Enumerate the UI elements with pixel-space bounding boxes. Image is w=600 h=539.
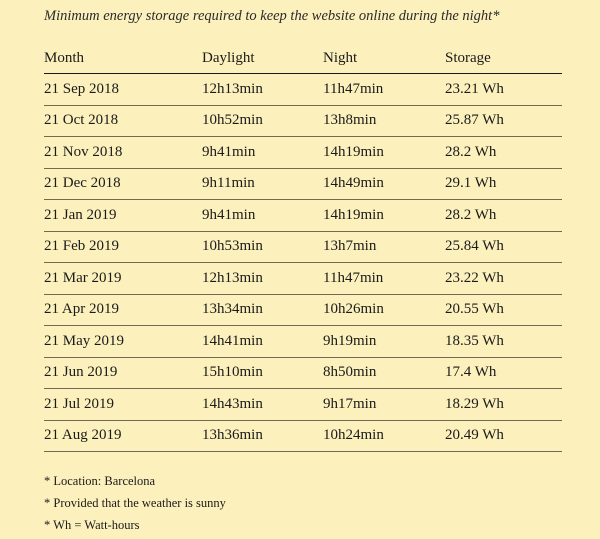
table-row	[44, 326, 562, 358]
header-daylight: Daylight	[202, 43, 323, 74]
cell-month: 21 Oct 2018	[44, 105, 202, 137]
cell-storage: 20.49 Wh	[445, 420, 562, 452]
cell-month: 21 Sep 2018	[44, 74, 202, 106]
table-row	[44, 168, 562, 200]
table-row	[44, 105, 562, 137]
cell-daylight: 10h52min	[202, 105, 323, 137]
header-storage: Storage	[445, 43, 562, 74]
cell-night: 10h24min	[323, 420, 445, 452]
cell-month: 21 Dec 2018	[44, 168, 202, 200]
table-row	[44, 231, 562, 263]
footnote-weather: * Provided that the weather is sunny	[44, 496, 226, 510]
cell-night: 10h26min	[323, 294, 445, 326]
cell-storage: 23.21 Wh	[445, 74, 562, 106]
cell-month: 21 Jun 2019	[44, 357, 202, 389]
cell-night: 11h47min	[323, 74, 445, 106]
cell-month: 21 Aug 2019	[44, 420, 202, 452]
table-row	[44, 294, 562, 326]
cell-daylight: 14h41min	[202, 326, 323, 358]
cell-daylight: 9h11min	[202, 168, 323, 200]
table-row	[44, 200, 562, 232]
table-body	[44, 74, 562, 452]
cell-night: 13h8min	[323, 105, 445, 137]
cell-month: 21 Jul 2019	[44, 389, 202, 421]
cell-daylight: 14h43min	[202, 389, 323, 421]
table-row	[44, 263, 562, 295]
cell-daylight: 9h41min	[202, 137, 323, 169]
cell-daylight: 9h41min	[202, 200, 323, 232]
footnote-units: * Wh = Watt-hours	[44, 518, 140, 532]
cell-month: 21 Feb 2019	[44, 231, 202, 263]
cell-storage: 17.4 Wh	[445, 357, 562, 389]
cell-storage: 28.2 Wh	[445, 200, 562, 232]
cell-daylight: 10h53min	[202, 231, 323, 263]
table-row	[44, 137, 562, 169]
cell-storage: 18.35 Wh	[445, 326, 562, 358]
cell-storage: 23.22 Wh	[445, 263, 562, 295]
header-month: Month	[44, 43, 202, 74]
cell-daylight: 13h36min	[202, 420, 323, 452]
cell-night: 8h50min	[323, 357, 445, 389]
cell-storage: 25.84 Wh	[445, 231, 562, 263]
cell-month: 21 Apr 2019	[44, 294, 202, 326]
footnote-location: * Location: Barcelona	[44, 474, 156, 488]
cell-month: 21 May 2019	[44, 326, 202, 358]
table-row	[44, 389, 562, 421]
cell-storage: 29.1 Wh	[445, 168, 562, 200]
energy-storage-table	[44, 43, 562, 452]
cell-night: 14h19min	[323, 200, 445, 232]
cell-night: 14h19min	[323, 137, 445, 169]
cell-night: 9h17min	[323, 389, 445, 421]
cell-night: 14h49min	[323, 168, 445, 200]
cell-storage: 28.2 Wh	[445, 137, 562, 169]
cell-night: 9h19min	[323, 326, 445, 358]
footnotes	[44, 470, 226, 536]
cell-month: 21 Nov 2018	[44, 137, 202, 169]
cell-storage: 25.87 Wh	[445, 105, 562, 137]
cell-daylight: 15h10min	[202, 357, 323, 389]
cell-month: 21 Jan 2019	[44, 200, 202, 232]
table-row	[44, 357, 562, 389]
table-row	[44, 420, 562, 452]
table-header-row	[44, 43, 562, 74]
cell-night: 11h47min	[323, 263, 445, 295]
header-night: Night	[323, 43, 445, 74]
cell-storage: 18.29 Wh	[445, 389, 562, 421]
cell-month: 21 Mar 2019	[44, 263, 202, 295]
cell-storage: 20.55 Wh	[445, 294, 562, 326]
cell-daylight: 12h13min	[202, 263, 323, 295]
cell-daylight: 13h34min	[202, 294, 323, 326]
cell-daylight: 12h13min	[202, 74, 323, 106]
table-caption: Minimum energy storage required to keep the website online during the night*	[44, 8, 500, 24]
table-row	[44, 74, 562, 106]
cell-night: 13h7min	[323, 231, 445, 263]
